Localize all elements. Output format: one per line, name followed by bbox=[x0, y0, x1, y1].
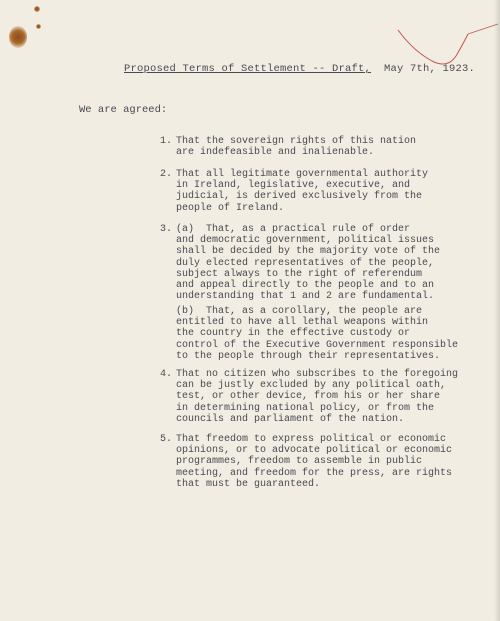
item-subclause: (b) That, as a corollary, the people are entitled to have all lethal weapons within the country in the effective custody or control of the Executive Government responsible to the people through their representatives. bbox=[176, 306, 459, 362]
item-text: (a) That, as a practical rule of order and democratic government, political issues shall be decided by the majority vote of the duly elected representatives of the people, subject always to the right of referendum and appeal directly to the people and to an understanding that 1 and 2 are fundamental. bbox=[176, 224, 441, 303]
page-edge-shadow bbox=[494, 0, 500, 621]
document-title: Proposed Terms of Settlement -- Draft, bbox=[124, 63, 372, 75]
item-number: 3. bbox=[160, 224, 173, 235]
item-number: 1. bbox=[160, 136, 173, 147]
item-text: That all legitimate governmental authority in Ireland, legislative, executive, and judicial, is derived exclusively from the people of Ireland. bbox=[176, 169, 429, 214]
item-number: 2. bbox=[160, 169, 173, 180]
item-text: That the sovereign rights of this nation are indefeasible and inalienable. bbox=[176, 136, 417, 159]
rust-stain-small bbox=[36, 24, 41, 29]
rust-stain bbox=[9, 26, 27, 48]
item-text: That no citizen who subscribes to the foregoing can be justly excluded by any political oath, test, or other device, from his or her share in determining national policy, or from the councils and parliament of the nation. bbox=[176, 369, 459, 425]
item-number: 4. bbox=[160, 369, 173, 380]
rust-stain-small bbox=[34, 6, 40, 12]
item-number: 5. bbox=[160, 434, 173, 445]
document-date: May 7th, 1923. bbox=[384, 63, 476, 75]
item-text: That freedom to express political or economic opinions, or to advocate political or economic programmes, freedom to assemble in public meeting, and freedom for the press, are rights that must be guaranteed. bbox=[176, 434, 453, 490]
intro-text: We are agreed: bbox=[79, 104, 168, 116]
